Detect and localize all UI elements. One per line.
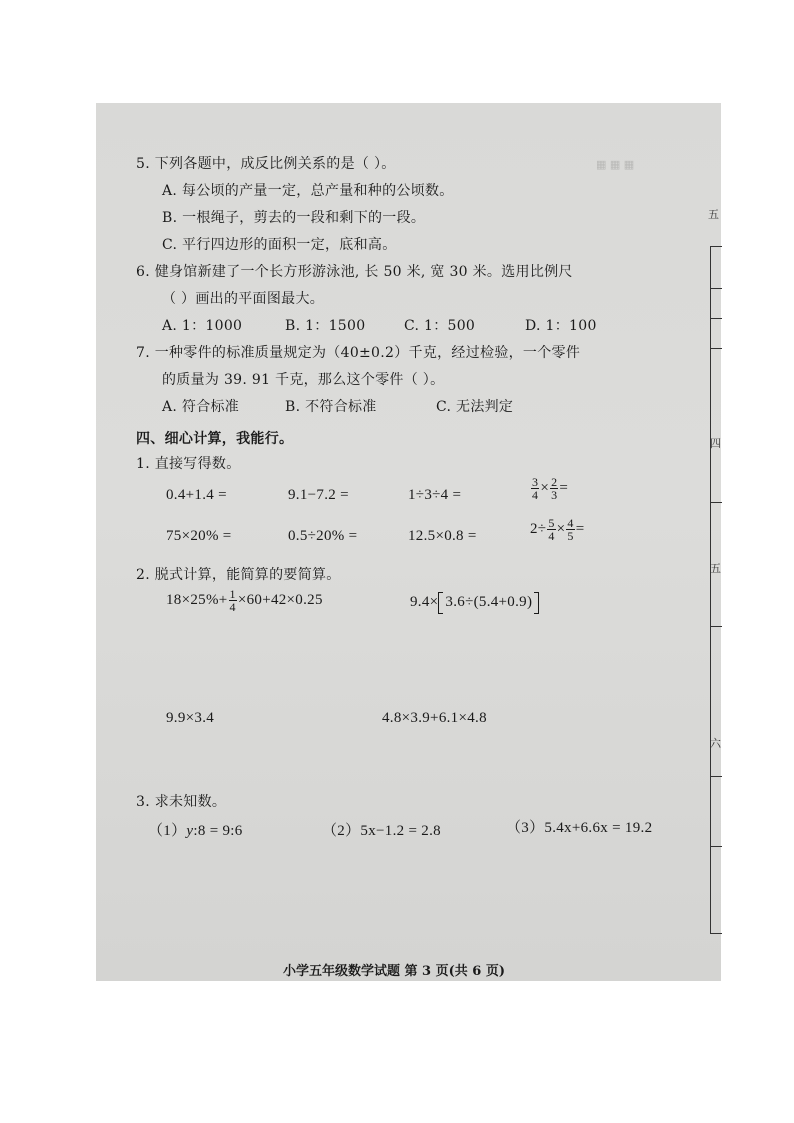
equation-2: （2）5x−1.2 = 2.8 <box>322 823 441 839</box>
section-4-title: 四、细心计算，我能行。 <box>136 431 294 447</box>
q6-option-a: A. 1：1000 <box>162 318 243 334</box>
q6-option-c: C. 1：500 <box>404 318 476 334</box>
edge-mark-3: 五 <box>710 562 721 575</box>
q7-stem: 7. 一种零件的标准质量规定为（40±0.2）千克，经过检验，一个零件 <box>136 345 581 361</box>
edge-mark-2: 四 <box>710 437 721 450</box>
calc-r1c3: 1÷3÷4 = <box>408 487 462 503</box>
part-1-title: 1. 直接写得数。 <box>136 456 241 472</box>
equation-3: （3）5.4x+6.6x = 19.2 <box>506 820 653 836</box>
q5-stem: 5. 下列各题中，成反比例关系的是（ ）。 <box>136 156 396 172</box>
fraction-5-4: $\frac{5}{4}$ <box>548 516 555 544</box>
calc-r2c1: 75×20% = <box>166 528 232 544</box>
stepwise-expr-2: 9.4× 3.6÷(5.4+0.9) <box>410 591 539 614</box>
q7-option-a: A. 符合标准 <box>162 399 240 415</box>
calc-r2c4: 2÷ $\frac{5}{4}$ × $\frac{4}{5}$ = <box>530 516 585 544</box>
q6-option-b: B. 1：1500 <box>285 318 366 334</box>
q5-option-a: A. 每公顷的产量一定，总产量和种的公顷数。 <box>162 183 454 199</box>
calc-r2c3: 12.5×0.8 = <box>408 528 477 544</box>
scanned-page <box>96 103 721 981</box>
adjacent-page-table-edge <box>710 246 722 934</box>
edge-mark-4: 六 <box>710 737 721 750</box>
q6-stem-line2: （ ）画出的平面图最大。 <box>162 291 325 307</box>
part-2-title: 2. 脱式计算，能简算的要简算。 <box>136 567 341 583</box>
equation-1: （1）y:8 = 9:6 <box>148 823 243 839</box>
calc-r2c2: 0.5÷20% = <box>288 528 358 544</box>
part-3-title: 3. 求未知数。 <box>136 794 227 810</box>
q5-option-c: C. 平行四边形的面积一定，底和高。 <box>162 237 397 253</box>
q7-option-b: B. 不符合标准 <box>285 399 377 415</box>
fraction-2-3: $\frac{2}{3}$ <box>551 475 558 503</box>
calc-r1c4: $\frac{3}{4}$ × $\frac{2}{3}$ = <box>532 475 569 503</box>
stepwise-expr-4: 4.8×3.9+6.1×4.8 <box>382 710 487 726</box>
calc-r1c2: 9.1−7.2 = <box>288 487 349 503</box>
calc-r1c1: 0.4+1.4 = <box>166 487 227 503</box>
left-bracket <box>438 592 443 614</box>
stepwise-expr-3: 9.9×3.4 <box>166 710 215 726</box>
q6-option-d: D. 1：100 <box>525 318 597 334</box>
edge-mark-1: 五 <box>708 208 719 221</box>
q5-option-b: B. 一根绳子，剪去的一段和剩下的一段。 <box>162 210 426 226</box>
bleed-through-mark: ▦ ▦ ▦ <box>596 158 635 171</box>
q7-option-c: C. 无法判定 <box>436 399 514 415</box>
stepwise-expr-1: 18×25%+ $\frac{1}{4}$ ×60+42×0.25 <box>166 587 323 615</box>
fraction-3-4: $\frac{3}{4}$ <box>532 475 539 503</box>
page-footer: 小学五年级数学试题 第 3 页(共 6 页) <box>283 964 506 979</box>
right-bracket <box>534 592 539 614</box>
fraction-4-5: $\frac{4}{5}$ <box>567 516 574 544</box>
q7-stem-line2: 的质量为 39. 91 千克，那么这个零件（ ）。 <box>162 372 445 388</box>
q6-stem: 6. 健身馆新建了一个长方形游泳池, 长 50 米, 宽 30 米。选用比例尺 <box>136 264 573 280</box>
fraction-1-4: $\frac{1}{4}$ <box>229 587 236 615</box>
